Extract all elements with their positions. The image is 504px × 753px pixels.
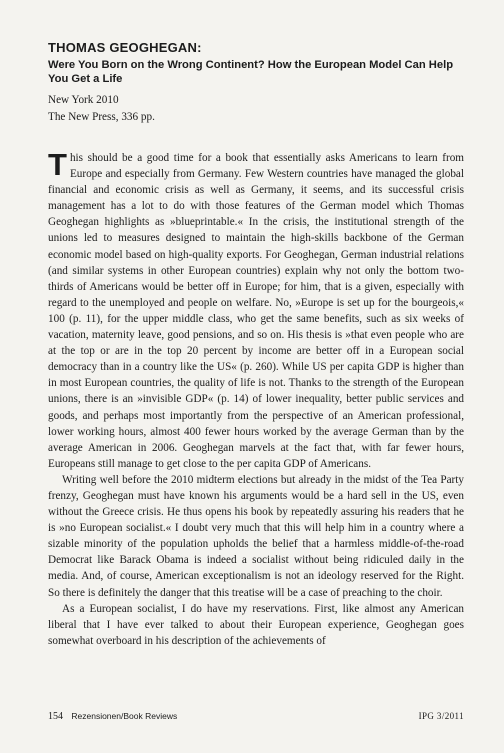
footer-left [48,711,177,722]
paragraph-2: Writing well before the 2010 midterm elections but already in the midst of the Tea Party frenzy, Geoghegan must have known his arguments would be a hard sell in the US, even without the Greece crisis. He thus opens his book by repeatedly assuring his readers that he is »no European socialist.« I doubt very much that this will help him in a country where a sizable minority of the population upholds the belief that a harmless middle-of-the-road Democrat like Barack Obama is indeed a socialist without being ridiculed daily in the media. And, of course, American exceptionalism is not an ideology reserved for the Right. So there is definitely the danger that this treatise will be a case of preaching to the choir. [48,473,464,599]
review-body [48,147,464,649]
page-number: 154 [48,711,63,722]
journal-issue: IPG 3/2011 [418,711,464,721]
review-header [48,40,464,126]
publisher-info: The New Press, 336 pp. [48,111,155,123]
paragraph-3: As a European socialist, I do have my reservations. First, like almost any American liberal that I have ever talked to about their European experience, Geoghegan goes somewhat overboard in his description of the achievements of [48,602,464,647]
page-footer [48,711,464,722]
reviewed-book-title: Were You Born on the Wrong Continent? How the European Model Can Help You Get a Life [48,59,454,85]
reviewed-author: THOMAS GEOGHEGAN: [48,40,202,55]
publication-place-year: New York 2010 [48,94,119,106]
section-name: Rezensionen/Book Reviews [71,711,178,721]
drop-cap: T [48,147,67,182]
paragraph-1-text: his should be a good time for a book that essentially asks Americans to learn from Europe and especially from Germany. Few Western countries have managed the global financial and economic crisis as well as Germany, it seems, and its successful crisis management has a lot to do with those features of the German model which Thomas Geoghegan highlights as »blueprintable.« In the crisis, the institutional strength of the unions led to measures designed to maintain the high-skills backbone of the German economic model based on high-quality exports. For Geoghegan, German industrial relations (and similar systems in other European countries) explain why not only the bottom two-thirds of Americans would be better off in Europe; for him, that is a given, especially with regard to the unemployed and people on welfare. No, »Europe is set up for the bourgeois,« 100 (p. 11), for the upper middle class, who get the same benefits, such as six weeks of vacation, maternity leave, good pensions, and so on. His thesis is »that even people who are at the top or are in the top 20 percent by income are better off in a European social democracy than in a country like the US« (p. 260). While US per capita GDP is higher than in most European countries, the quality of life is not. Thanks to the strength of the European unions, there is an »invisible GDP« (p. 14) of lower inequality, better public services and goods, and perhaps most importantly from the perspective of an American professional, lower working hours, almost 400 fewer hours worked by the average German than by the average American in 2006. Geoghegan marvels at the fact that, with far fewer hours, Europeans still manage to get close to the per capita GDP of Americans. [48,152,464,470]
paragraph-1 [48,147,464,472]
